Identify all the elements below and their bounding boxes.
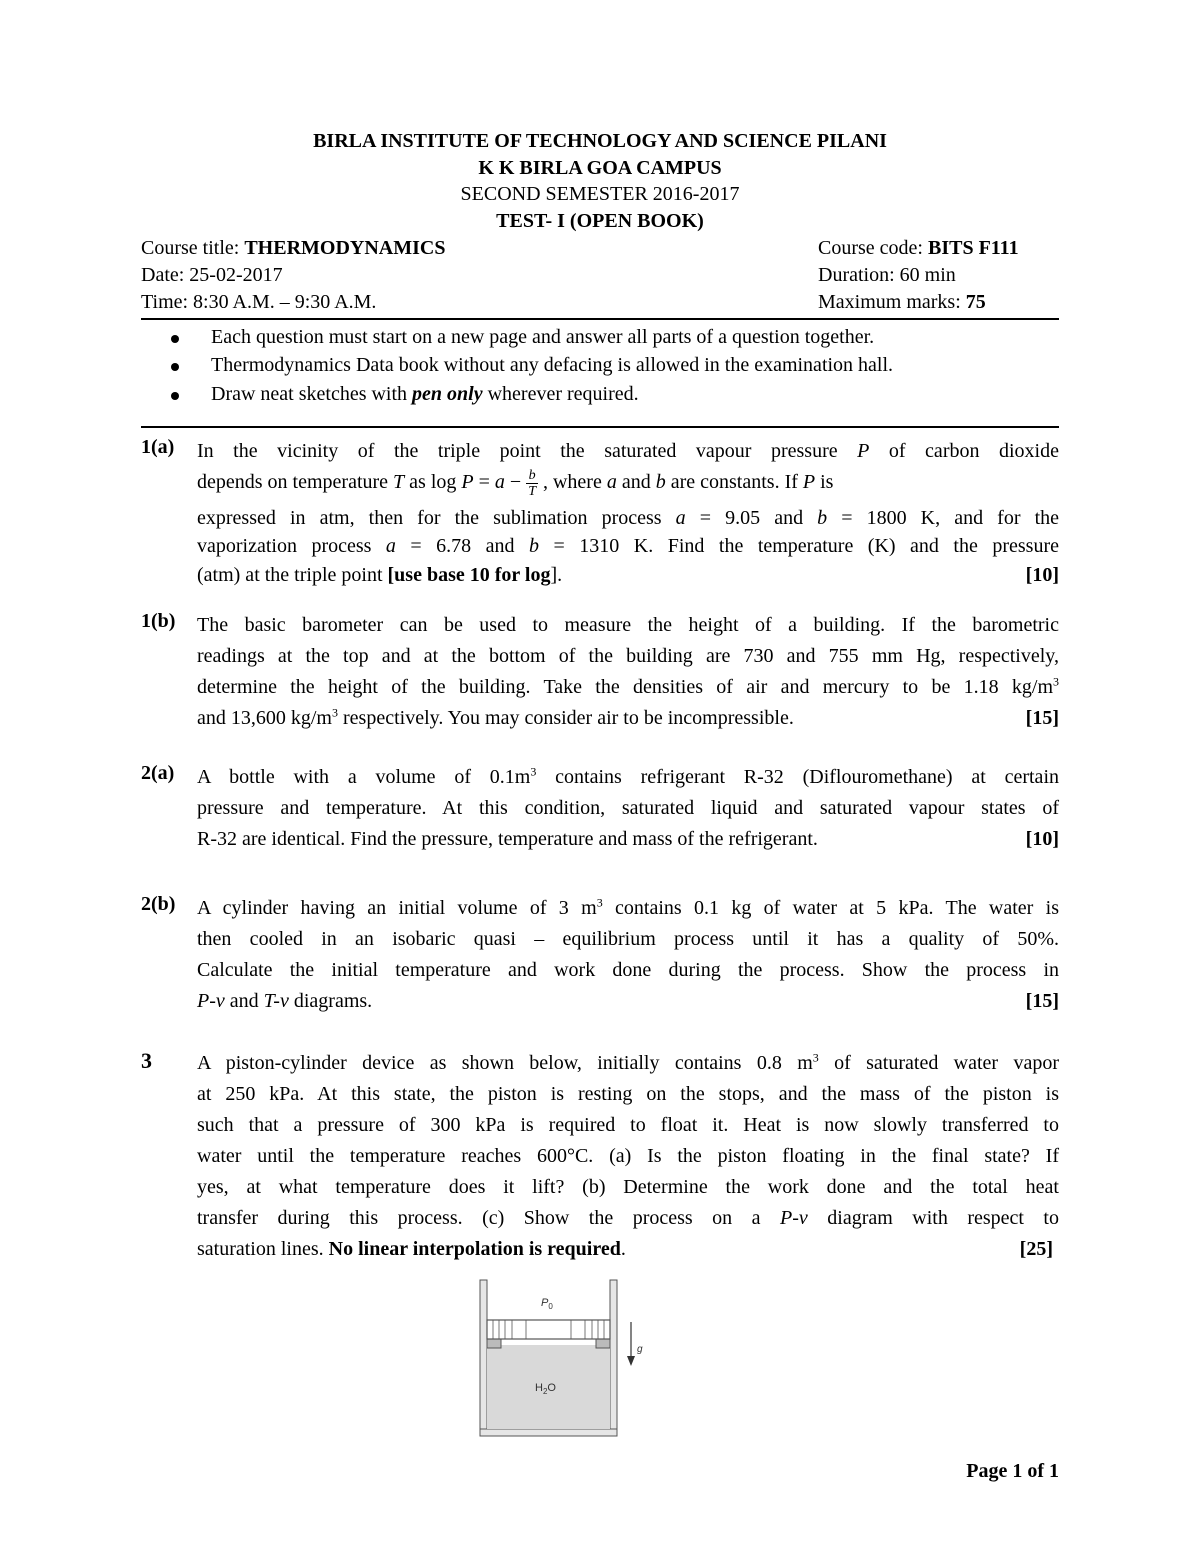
bullet-icon [171, 335, 179, 343]
instruction-item: Each question must start on a new page and answer all parts of a question together. [141, 326, 1059, 354]
page-number: Page 1 of 1 [966, 1460, 1059, 1482]
instruction-item: Draw neat sketches with pen only wherever required. [141, 383, 1059, 411]
exam-date: Date: 25-02-2017 [141, 264, 283, 286]
gravity-label: g [637, 1344, 643, 1355]
question-text: A bottle with a volume of $0.1m^3$ contains refrigerant R-32 (Diflouromethane) at certain pressure and temperature. At this condition, saturated liquid and saturated vapour states of R-32 are identical. Find the pressure, temperature and mass of the refrigerant. [10] [197, 762, 1059, 855]
question-text: The basic barometer can be used to measure the height of a building. If the barometric readings at the top and at the bottom of the building are 730 and 755 mm Hg, respectively, determine the height of the building. Take the densities of air and mercury to be 1.18 $kg/m^3$ and 13,600 $kg/m^3$ respectively. You may consider air to be incompressible. [15] [197, 610, 1059, 734]
institute-name: BIRLA INSTITUTE OF TECHNOLOGY AND SCIENCE PILANI [313, 130, 887, 152]
equation: log P = a − $\frac{b}{T}$ [430, 467, 536, 499]
instructions-rule [141, 426, 1059, 428]
question-text: A piston-cylinder device as shown below, initially contains 0.8 $m^3$ of saturated water vapor at 250 kPa. At this state, the piston is resting on the stops, and the mass of the piston is such that a pressure of 300 kPa is required to float it. Heat is now slowly transferred to water until the temperature reaches 600°C. (a) Is the piston floating in the final state? If yes, at what temperature does it lift? (b) Determine the work done and the total heat transfer during this process. (c) Show the process on a P-v diagram with respect to saturation lines. No linear interpolation is required. [25] [197, 1048, 1059, 1265]
course-code: Course code: BITS F111 [818, 237, 1019, 259]
test-title: TEST- I (OPEN BOOK) [496, 210, 704, 232]
semester-line: SECOND SEMESTER 2016-2017 [460, 183, 740, 205]
question-label: 2(a) [141, 762, 175, 784]
marks-badge: [15] [1025, 990, 1059, 1012]
question-label: 3 [141, 1048, 152, 1073]
question-text: In the vicinity of the triple point the saturated vapour pressure P of carbon dioxide depends on temperature T as log P = a − $\frac{b}{T}$ , where a and b are constants. If P is expressed in atm, then for the sublimation process a = 9.05 and b = 1800 K, and for the vaporization process a = 6.78 and b = 1310 K. Find the temperature (K) and the pressure (atm) at the triple point [use base 10 for log]. [10] [197, 436, 1059, 591]
header-rule [141, 318, 1059, 320]
question-label: 2(b) [141, 893, 176, 915]
question-label: 1(a) [141, 436, 175, 458]
piston-cylinder-diagram [478, 1278, 648, 1440]
exam-time: Time: 8:30 A.M. – 9:30 A.M. [141, 291, 377, 313]
marks-badge: [10] [1025, 564, 1059, 586]
marks-badge: [25] [1019, 1238, 1053, 1260]
max-marks: Maximum marks: 75 [818, 291, 986, 313]
bullet-icon [171, 363, 179, 371]
marks-badge: [15] [1025, 707, 1059, 729]
fraction: $\frac{b}{T}$ [528, 467, 536, 499]
campus-name: K K BIRLA GOA CAMPUS [478, 157, 722, 179]
question-text: A cylinder having an initial volume of 3 $m^3$ contains 0.1 kg of water at 5 kPa. The water is then cooled in an isobaric quasi – equilibrium process until it has a quality of 50%. Calculate the initial temperature and work done during the process. Show the process in P-v and T-v diagrams. [15] [197, 893, 1059, 1017]
p0-label: $P_0$ [541, 1297, 553, 1311]
h2o-label: $H_2O$ [535, 1382, 556, 1396]
question-label: 1(b) [141, 610, 176, 632]
instruction-item: Thermodynamics Data book without any defacing is allowed in the examination hall. [141, 354, 1059, 382]
exam-duration: Duration: 60 min [818, 264, 956, 286]
marks-badge: [10] [1025, 828, 1059, 850]
meta-row-date [141, 264, 1059, 290]
bullet-icon [171, 392, 179, 400]
course-title: Course title: THERMODYNAMICS [141, 237, 446, 259]
meta-row-course [141, 237, 1059, 263]
meta-row-time [141, 291, 1059, 317]
